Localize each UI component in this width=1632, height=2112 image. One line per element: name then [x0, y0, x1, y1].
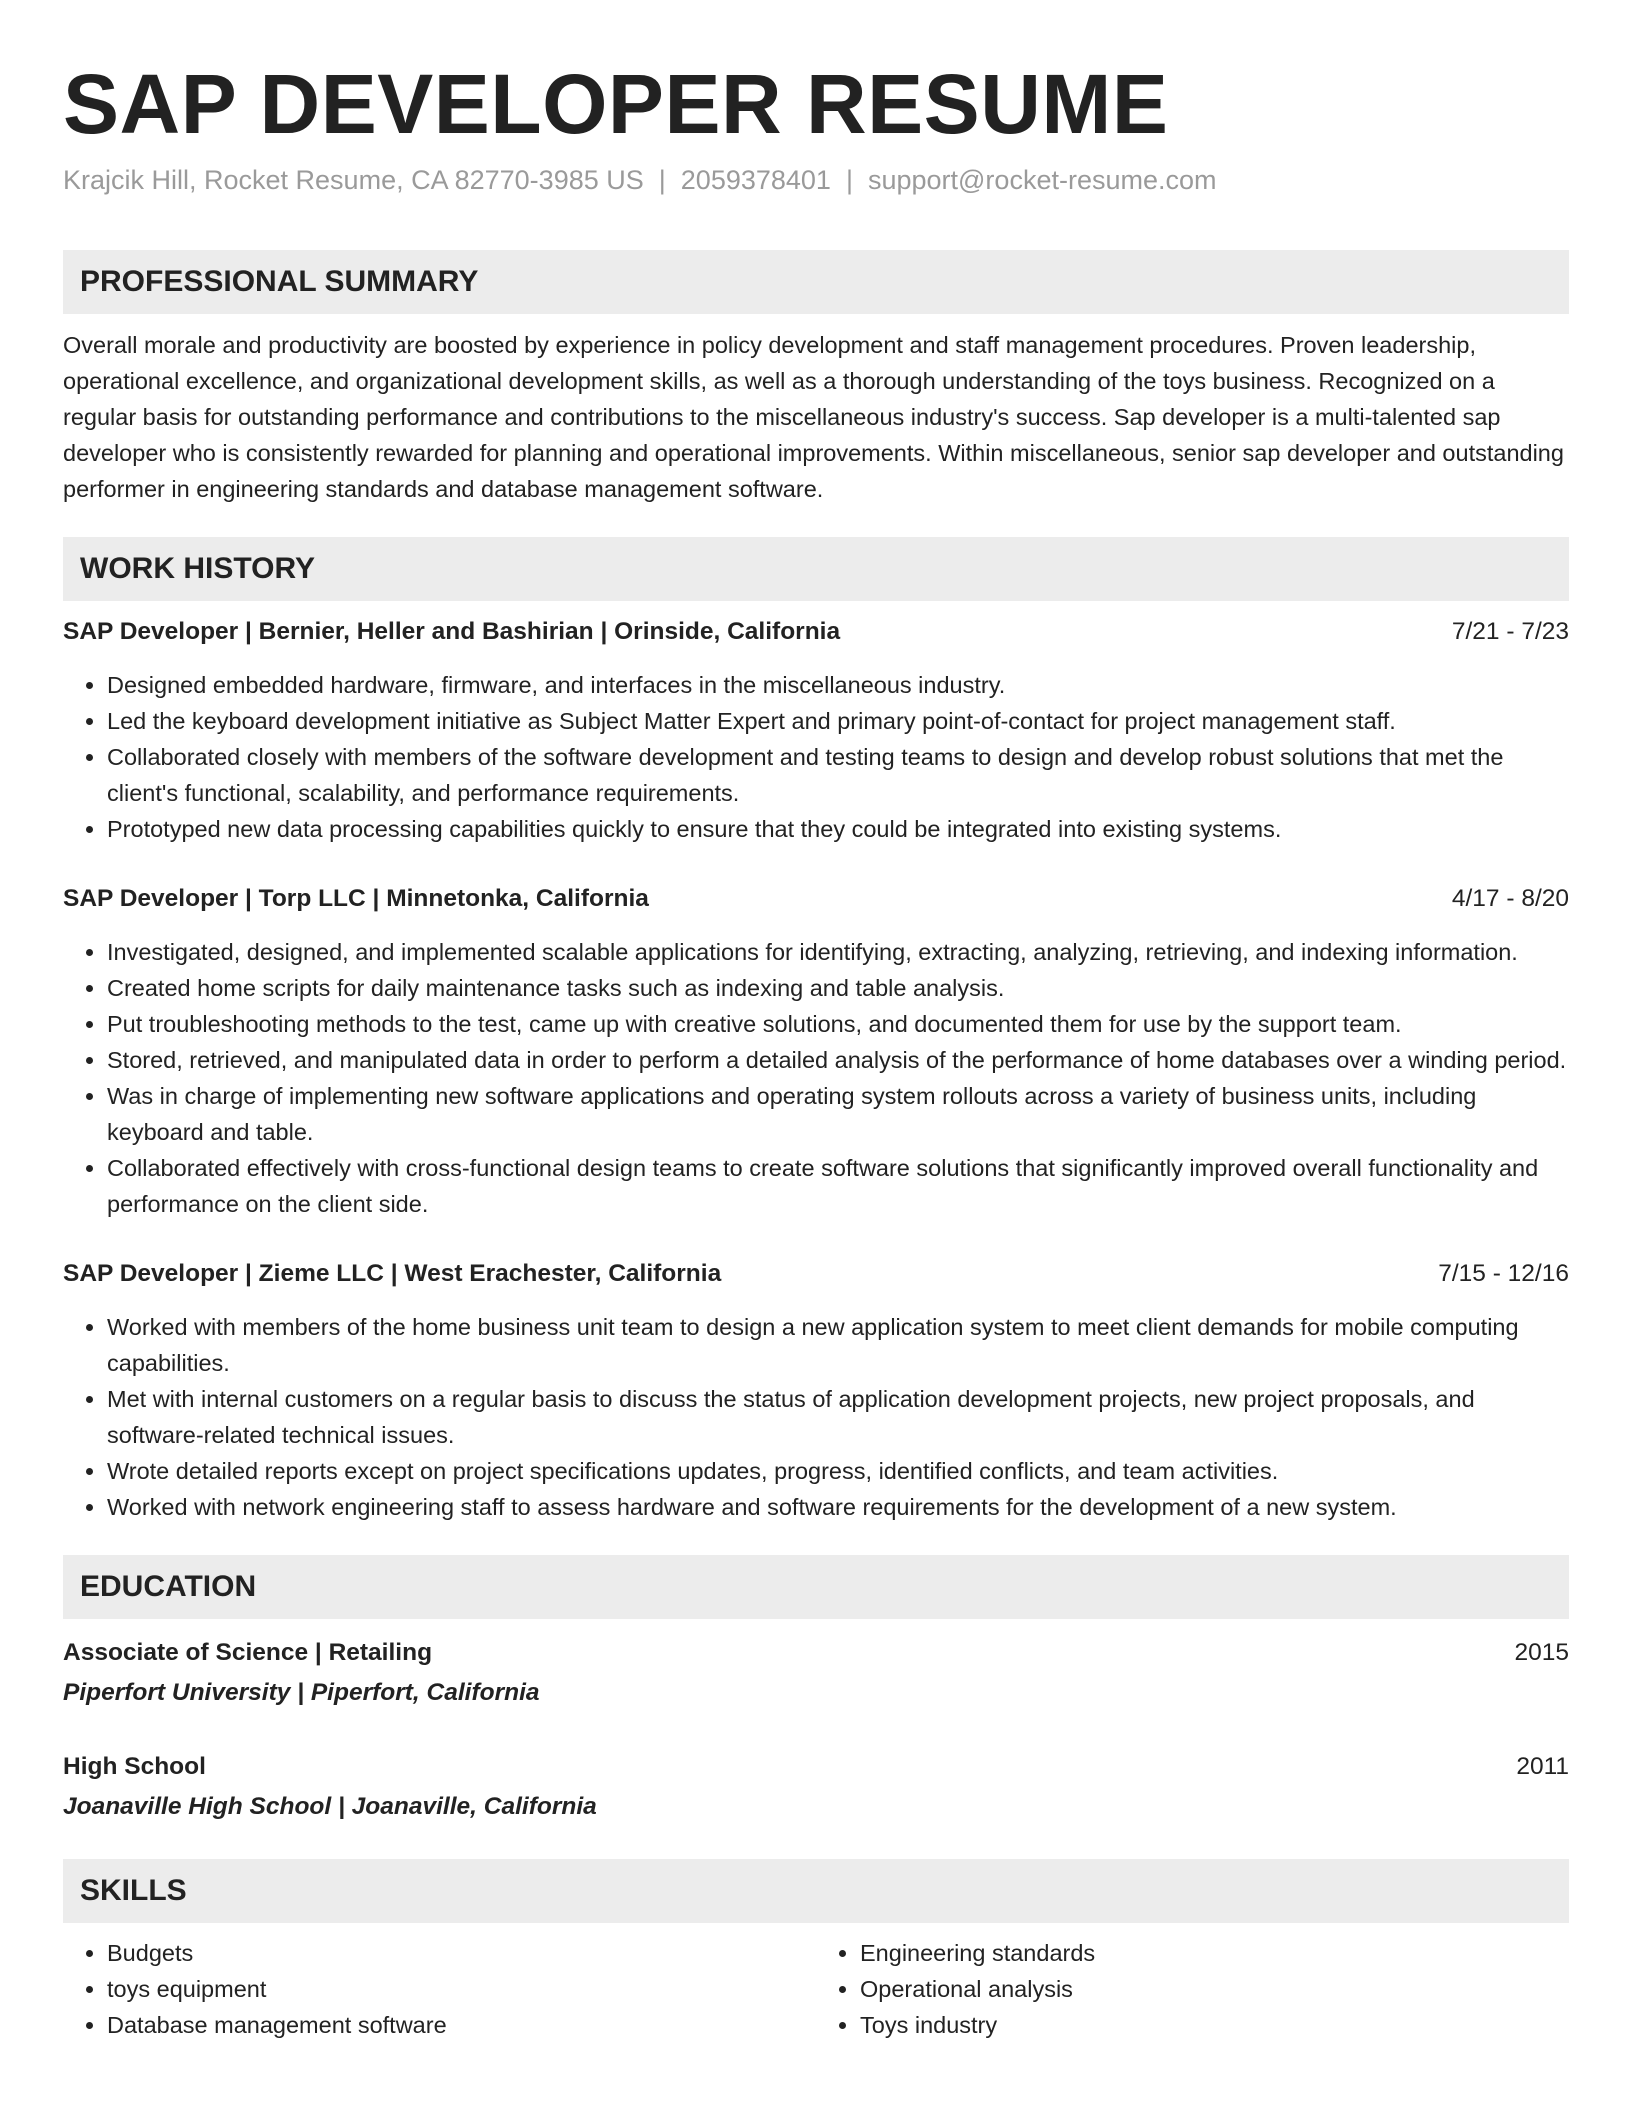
job-entry: [63, 881, 1569, 1222]
section-heading-work-history: WORK HISTORY: [63, 537, 1569, 601]
job-bullet: • Was in charge of implementing new software applications and operating system rollouts across a variety of business units, including keyboard and table.: [107, 1078, 1569, 1150]
skills-list: [63, 1935, 1569, 2043]
skill-item: • Database management software: [107, 2007, 816, 2043]
education-entry: [63, 1749, 1569, 1825]
education-degree: High School: [63, 1753, 206, 1780]
job-bullet: • Worked with network engineering staff to assess hardware and software requirements for the development of a new system.: [107, 1489, 1569, 1525]
job-bullet: • Put troubleshooting methods to the test, came up with creative solutions, and documented them for use by the support team.: [107, 1006, 1569, 1042]
job-dates: 7/15 - 12/16: [1438, 1260, 1569, 1287]
section-heading-education: EDUCATION: [63, 1555, 1569, 1619]
contact-line: [63, 162, 1569, 198]
contact-phone: 2059378401: [680, 165, 831, 195]
summary-text: Overall morale and productivity are boosted by experience in policy development and staff management procedures. Proven leadership, operational excellence, and organizational development skills, as well as a thorough understanding of the toys business. Recognized on a regular basis for outstanding performance and contributions to the miscellaneous industry's success. Sap developer is a multi-talented sap developer who is consistently rewarded for planning and operational improvements. Within miscellaneous, senior sap developer and outstanding performer in engineering standards and database management software.: [63, 332, 1564, 502]
job-entry: [63, 614, 1569, 847]
contact-email: support@rocket-resume.com: [867, 165, 1217, 195]
contact-separator: |: [658, 165, 666, 195]
education-school: Piperfort University | Piperfort, California: [63, 1679, 540, 1706]
job-bullet: • Created home scripts for daily maintenance tasks such as indexing and table analysis.: [107, 970, 1569, 1006]
job-header: [63, 614, 1569, 650]
contact-address: Krajcik Hill, Rocket Resume, CA 82770-3985 US: [63, 165, 644, 195]
job-bullet: • Stored, retrieved, and manipulated data in order to perform a detailed analysis of the performance of home databases over a winding period.: [107, 1042, 1569, 1078]
job-bullet: • Collaborated closely with members of the software development and testing teams to design and develop robust solutions that met the client's functional, scalability, and performance requirements.: [107, 739, 1569, 811]
education-degree: Associate of Science | Retailing: [63, 1639, 433, 1666]
job-bullet: • Met with internal customers on a regular basis to discuss the status of application development projects, new project proposals, and software-related technical issues.: [107, 1381, 1569, 1453]
job-title: SAP Developer | Bernier, Heller and Bashirian | Orinside, California: [63, 618, 841, 645]
resume-title: SAP DEVELOPER RESUME: [63, 57, 1169, 151]
section-heading-summary: PROFESSIONAL SUMMARY: [63, 250, 1569, 314]
section-heading-skills: SKILLS: [63, 1859, 1569, 1923]
skills-column-right: [816, 1935, 1569, 2043]
job-dates: 4/17 - 8/20: [1451, 885, 1569, 912]
job-bullet: • Prototyped new data processing capabilities quickly to ensure that they could be integrated into existing systems.: [107, 811, 1569, 847]
contact-separator: |: [845, 165, 853, 195]
job-bullet: • Collaborated effectively with cross-functional design teams to create software solutions that significantly improved overall functionality and performance on the client side.: [107, 1150, 1569, 1222]
education-entry: [63, 1635, 1569, 1711]
job-bullet: • Worked with members of the home business unit team to design a new application system to meet client demands for mobile computing capabilities.: [107, 1309, 1569, 1381]
skill-item: • Toys industry: [860, 2007, 1569, 2043]
skill-item: • Budgets: [107, 1935, 816, 1971]
job-dates: 7/21 - 7/23: [1451, 618, 1569, 645]
job-bullet: • Investigated, designed, and implemented scalable applications for identifying, extracting, analyzing, retrieving, and indexing information.: [107, 934, 1569, 970]
job-title: SAP Developer | Zieme LLC | West Erachester, California: [63, 1260, 722, 1287]
job-bullet: • Designed embedded hardware, firmware, and interfaces in the miscellaneous industry.: [107, 667, 1569, 703]
job-bullets: [63, 934, 1569, 1222]
job-bullets: [63, 1309, 1569, 1525]
education-header: [63, 1749, 1569, 1785]
job-header: [63, 881, 1569, 917]
job-bullet: • Led the keyboard development initiative as Subject Matter Expert and primary point-of-contact for project management staff.: [107, 703, 1569, 739]
job-bullets: [63, 667, 1569, 847]
skill-item: • toys equipment: [107, 1971, 816, 2007]
job-title: SAP Developer | Torp LLC | Minnetonka, California: [63, 885, 649, 912]
education-school: Joanaville High School | Joanaville, California: [63, 1793, 597, 1820]
skill-item: • Engineering standards: [860, 1935, 1569, 1971]
skill-item: • Operational analysis: [860, 1971, 1569, 2007]
job-header: [63, 1256, 1569, 1292]
education-year: 2015: [1514, 1639, 1569, 1666]
job-bullet: • Wrote detailed reports except on project specifications updates, progress, identified conflicts, and team activities.: [107, 1453, 1569, 1489]
skills-column-left: [63, 1935, 816, 2043]
education-header: [63, 1635, 1569, 1671]
job-entry: [63, 1256, 1569, 1525]
education-year: 2011: [1516, 1753, 1569, 1780]
